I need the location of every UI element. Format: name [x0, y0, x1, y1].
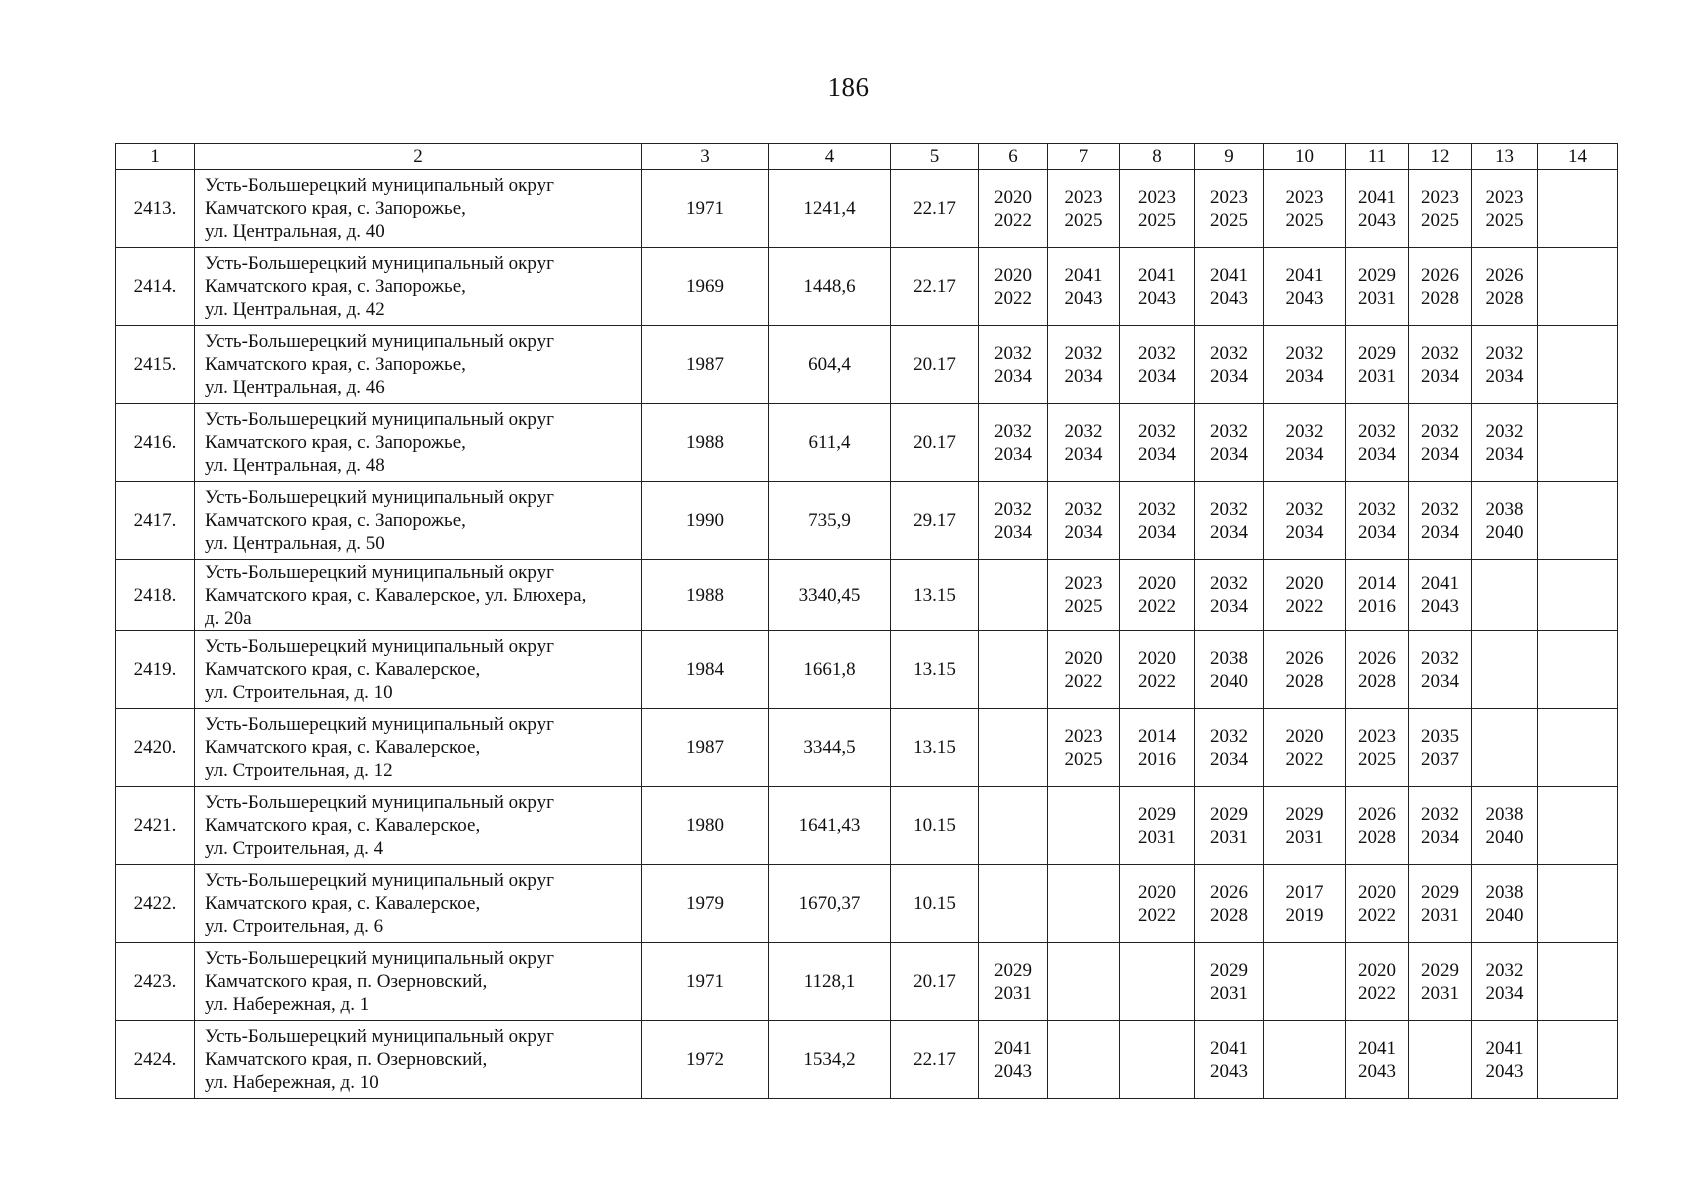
- col6-years-cell: 2020 2022: [979, 170, 1048, 248]
- area-cell: 1641,43: [769, 787, 891, 865]
- col7-years-cell: 2023 2025: [1048, 709, 1120, 787]
- column-header-1: 1: [116, 144, 195, 170]
- column-header-9: 9: [1195, 144, 1264, 170]
- address-cell: Усть-Большерецкий муниципальный округ Камчатского края, с. Запорожье, ул. Центральная, д. 42: [195, 248, 642, 326]
- col7-years-cell: 2020 2022: [1048, 631, 1120, 709]
- col6-years-cell: 2029 2031: [979, 943, 1048, 1021]
- col10-years-cell: [1264, 1021, 1346, 1099]
- year-built-cell: 1987: [642, 709, 769, 787]
- col11-years-cell: 2026 2028: [1346, 631, 1409, 709]
- col7-years-cell: [1048, 865, 1120, 943]
- col13-years-cell: 2041 2043: [1472, 1021, 1538, 1099]
- column-header-12: 12: [1409, 144, 1472, 170]
- column-header-5: 5: [891, 144, 979, 170]
- col8-years-cell: 2020 2022: [1120, 631, 1195, 709]
- col7-years-cell: 2032 2034: [1048, 404, 1120, 482]
- col8-years-cell: 2032 2034: [1120, 482, 1195, 560]
- area-cell: 3344,5: [769, 709, 891, 787]
- year-built-cell: 1980: [642, 787, 769, 865]
- address-cell: Усть-Большерецкий муниципальный округ Камчатского края, с. Запорожье, ул. Центральная, д. 46: [195, 326, 642, 404]
- col10-years-cell: 2032 2034: [1264, 326, 1346, 404]
- col9-years-cell: 2029 2031: [1195, 787, 1264, 865]
- col12-years-cell: 2026 2028: [1409, 248, 1472, 326]
- col13-years-cell: 2026 2028: [1472, 248, 1538, 326]
- area-cell: 1661,8: [769, 631, 891, 709]
- col8-years-cell: 2023 2025: [1120, 170, 1195, 248]
- col12-years-cell: 2029 2031: [1409, 943, 1472, 1021]
- col9-years-cell: 2032 2034: [1195, 482, 1264, 560]
- col8-years-cell: [1120, 943, 1195, 1021]
- col6-years-cell: [979, 560, 1048, 631]
- code-cell: 20.17: [891, 404, 979, 482]
- col12-years-cell: 2023 2025: [1409, 170, 1472, 248]
- col6-years-cell: [979, 631, 1048, 709]
- col13-years-cell: 2038 2040: [1472, 865, 1538, 943]
- col14-cell: [1538, 404, 1618, 482]
- address-cell: Усть-Большерецкий муниципальный округ Камчатского края, с. Кавалерское, ул. Строительная, д. 6: [195, 865, 642, 943]
- column-header-14: 14: [1538, 144, 1618, 170]
- col11-years-cell: 2032 2034: [1346, 404, 1409, 482]
- col10-years-cell: 2032 2034: [1264, 404, 1346, 482]
- col14-cell: [1538, 865, 1618, 943]
- col10-years-cell: 2032 2034: [1264, 482, 1346, 560]
- table-body: [116, 170, 1618, 1099]
- col9-years-cell: 2032 2034: [1195, 560, 1264, 631]
- col11-years-cell: 2029 2031: [1346, 248, 1409, 326]
- row-number-cell: 2415.: [116, 326, 195, 404]
- col11-years-cell: 2029 2031: [1346, 326, 1409, 404]
- area-cell: 1448,6: [769, 248, 891, 326]
- column-header-11: 11: [1346, 144, 1409, 170]
- area-cell: 604,4: [769, 326, 891, 404]
- year-built-cell: 1971: [642, 170, 769, 248]
- col8-years-cell: 2032 2034: [1120, 326, 1195, 404]
- table-row: [116, 1021, 1618, 1099]
- table-row: [116, 404, 1618, 482]
- code-cell: 20.17: [891, 326, 979, 404]
- col10-years-cell: 2023 2025: [1264, 170, 1346, 248]
- col14-cell: [1538, 943, 1618, 1021]
- area-cell: 1128,1: [769, 943, 891, 1021]
- col9-years-cell: 2023 2025: [1195, 170, 1264, 248]
- area-cell: 735,9: [769, 482, 891, 560]
- address-cell: Усть-Большерецкий муниципальный округ Камчатского края, п. Озерновский, ул. Набережная, д. 10: [195, 1021, 642, 1099]
- row-number-cell: 2422.: [116, 865, 195, 943]
- col11-years-cell: 2020 2022: [1346, 865, 1409, 943]
- col6-years-cell: 2041 2043: [979, 1021, 1048, 1099]
- row-number-cell: 2413.: [116, 170, 195, 248]
- col9-years-cell: 2029 2031: [1195, 943, 1264, 1021]
- year-built-cell: 1990: [642, 482, 769, 560]
- col6-years-cell: [979, 865, 1048, 943]
- col11-years-cell: 2041 2043: [1346, 1021, 1409, 1099]
- col7-years-cell: 2041 2043: [1048, 248, 1120, 326]
- col12-years-cell: 2032 2034: [1409, 631, 1472, 709]
- row-number-cell: 2418.: [116, 560, 195, 631]
- col12-years-cell: 2032 2034: [1409, 326, 1472, 404]
- col14-cell: [1538, 560, 1618, 631]
- col13-years-cell: [1472, 560, 1538, 631]
- col11-years-cell: 2014 2016: [1346, 560, 1409, 631]
- col12-years-cell: [1409, 1021, 1472, 1099]
- col6-years-cell: [979, 709, 1048, 787]
- table-row: [116, 787, 1618, 865]
- col8-years-cell: 2020 2022: [1120, 560, 1195, 631]
- col10-years-cell: [1264, 943, 1346, 1021]
- col10-years-cell: 2020 2022: [1264, 709, 1346, 787]
- table-row: [116, 326, 1618, 404]
- col8-years-cell: [1120, 1021, 1195, 1099]
- col6-years-cell: 2032 2034: [979, 326, 1048, 404]
- col13-years-cell: 2032 2034: [1472, 404, 1538, 482]
- col8-years-cell: 2041 2043: [1120, 248, 1195, 326]
- col10-years-cell: 2017 2019: [1264, 865, 1346, 943]
- col8-years-cell: 2014 2016: [1120, 709, 1195, 787]
- page-number: 186: [827, 72, 870, 102]
- col12-years-cell: 2032 2034: [1409, 404, 1472, 482]
- table-row: [116, 865, 1618, 943]
- code-cell: 29.17: [891, 482, 979, 560]
- col14-cell: [1538, 248, 1618, 326]
- col14-cell: [1538, 170, 1618, 248]
- col6-years-cell: 2032 2034: [979, 482, 1048, 560]
- col8-years-cell: 2020 2022: [1120, 865, 1195, 943]
- row-number-cell: 2419.: [116, 631, 195, 709]
- col9-years-cell: 2026 2028: [1195, 865, 1264, 943]
- col10-years-cell: 2020 2022: [1264, 560, 1346, 631]
- column-header-4: 4: [769, 144, 891, 170]
- col7-years-cell: [1048, 1021, 1120, 1099]
- table-row: [116, 170, 1618, 248]
- col6-years-cell: 2032 2034: [979, 404, 1048, 482]
- code-cell: 22.17: [891, 248, 979, 326]
- area-cell: 1670,37: [769, 865, 891, 943]
- col13-years-cell: 2038 2040: [1472, 787, 1538, 865]
- area-cell: 3340,45: [769, 560, 891, 631]
- col10-years-cell: 2029 2031: [1264, 787, 1346, 865]
- col13-years-cell: 2038 2040: [1472, 482, 1538, 560]
- col13-years-cell: 2032 2034: [1472, 943, 1538, 1021]
- registry-table: [115, 143, 1618, 1099]
- code-cell: 13.15: [891, 560, 979, 631]
- address-cell: Усть-Большерецкий муниципальный округ Камчатского края, с. Кавалерское, ул. Блюхера, д. 20а: [195, 560, 642, 631]
- col14-cell: [1538, 326, 1618, 404]
- area-cell: 1241,4: [769, 170, 891, 248]
- col13-years-cell: [1472, 709, 1538, 787]
- col6-years-cell: 2020 2022: [979, 248, 1048, 326]
- col13-years-cell: 2023 2025: [1472, 170, 1538, 248]
- row-number-cell: 2414.: [116, 248, 195, 326]
- code-cell: 20.17: [891, 943, 979, 1021]
- column-header-13: 13: [1472, 144, 1538, 170]
- area-cell: 1534,2: [769, 1021, 891, 1099]
- col8-years-cell: 2032 2034: [1120, 404, 1195, 482]
- address-cell: Усть-Большерецкий муниципальный округ Камчатского края, с. Запорожье, ул. Центральная, д. 50: [195, 482, 642, 560]
- col10-years-cell: 2041 2043: [1264, 248, 1346, 326]
- address-cell: Усть-Большерецкий муниципальный округ Камчатского края, с. Кавалерское, ул. Строительная, д. 12: [195, 709, 642, 787]
- col11-years-cell: 2023 2025: [1346, 709, 1409, 787]
- column-header-3: 3: [642, 144, 769, 170]
- column-number-row: [116, 144, 1618, 170]
- col12-years-cell: 2041 2043: [1409, 560, 1472, 631]
- col12-years-cell: 2035 2037: [1409, 709, 1472, 787]
- row-number-cell: 2416.: [116, 404, 195, 482]
- code-cell: 10.15: [891, 865, 979, 943]
- col9-years-cell: 2032 2034: [1195, 326, 1264, 404]
- year-built-cell: 1979: [642, 865, 769, 943]
- col12-years-cell: 2029 2031: [1409, 865, 1472, 943]
- column-header-10: 10: [1264, 144, 1346, 170]
- col11-years-cell: 2026 2028: [1346, 787, 1409, 865]
- table-row: [116, 943, 1618, 1021]
- area-cell: 611,4: [769, 404, 891, 482]
- col14-cell: [1538, 787, 1618, 865]
- address-cell: Усть-Большерецкий муниципальный округ Камчатского края, с. Кавалерское, ул. Строительная, д. 4: [195, 787, 642, 865]
- col9-years-cell: 2032 2034: [1195, 709, 1264, 787]
- col14-cell: [1538, 631, 1618, 709]
- year-built-cell: 1984: [642, 631, 769, 709]
- code-cell: 10.15: [891, 787, 979, 865]
- year-built-cell: 1972: [642, 1021, 769, 1099]
- table-row: [116, 709, 1618, 787]
- year-built-cell: 1987: [642, 326, 769, 404]
- col7-years-cell: 2023 2025: [1048, 170, 1120, 248]
- col14-cell: [1538, 482, 1618, 560]
- col10-years-cell: 2026 2028: [1264, 631, 1346, 709]
- col11-years-cell: 2032 2034: [1346, 482, 1409, 560]
- table-row: [116, 248, 1618, 326]
- column-header-2: 2: [195, 144, 642, 170]
- col9-years-cell: 2041 2043: [1195, 1021, 1264, 1099]
- col7-years-cell: 2032 2034: [1048, 326, 1120, 404]
- col13-years-cell: 2032 2034: [1472, 326, 1538, 404]
- code-cell: 13.15: [891, 709, 979, 787]
- col13-years-cell: [1472, 631, 1538, 709]
- col12-years-cell: 2032 2034: [1409, 482, 1472, 560]
- col7-years-cell: 2032 2034: [1048, 482, 1120, 560]
- row-number-cell: 2424.: [116, 1021, 195, 1099]
- col11-years-cell: 2020 2022: [1346, 943, 1409, 1021]
- col9-years-cell: 2041 2043: [1195, 248, 1264, 326]
- table-row: [116, 631, 1618, 709]
- col9-years-cell: 2038 2040: [1195, 631, 1264, 709]
- address-cell: Усть-Большерецкий муниципальный округ Камчатского края, п. Озерновский, ул. Набережная, д. 1: [195, 943, 642, 1021]
- row-number-cell: 2420.: [116, 709, 195, 787]
- col6-years-cell: [979, 787, 1048, 865]
- col7-years-cell: [1048, 943, 1120, 1021]
- col14-cell: [1538, 709, 1618, 787]
- col7-years-cell: [1048, 787, 1120, 865]
- column-header-6: 6: [979, 144, 1048, 170]
- col11-years-cell: 2041 2043: [1346, 170, 1409, 248]
- row-number-cell: 2423.: [116, 943, 195, 1021]
- address-cell: Усть-Большерецкий муниципальный округ Камчатского края, с. Запорожье, ул. Центральная, д. 48: [195, 404, 642, 482]
- address-cell: Усть-Большерецкий муниципальный округ Камчатского края, с. Запорожье, ул. Центральная, д. 40: [195, 170, 642, 248]
- col14-cell: [1538, 1021, 1618, 1099]
- year-built-cell: 1971: [642, 943, 769, 1021]
- row-number-cell: 2421.: [116, 787, 195, 865]
- col9-years-cell: 2032 2034: [1195, 404, 1264, 482]
- column-header-7: 7: [1048, 144, 1120, 170]
- col8-years-cell: 2029 2031: [1120, 787, 1195, 865]
- code-cell: 13.15: [891, 631, 979, 709]
- address-cell: Усть-Большерецкий муниципальный округ Камчатского края, с. Кавалерское, ул. Строительная, д. 10: [195, 631, 642, 709]
- col12-years-cell: 2032 2034: [1409, 787, 1472, 865]
- year-built-cell: 1988: [642, 404, 769, 482]
- table-row: [116, 560, 1618, 631]
- table-row: [116, 482, 1618, 560]
- year-built-cell: 1988: [642, 560, 769, 631]
- col7-years-cell: 2023 2025: [1048, 560, 1120, 631]
- year-built-cell: 1969: [642, 248, 769, 326]
- code-cell: 22.17: [891, 1021, 979, 1099]
- column-header-8: 8: [1120, 144, 1195, 170]
- row-number-cell: 2417.: [116, 482, 195, 560]
- code-cell: 22.17: [891, 170, 979, 248]
